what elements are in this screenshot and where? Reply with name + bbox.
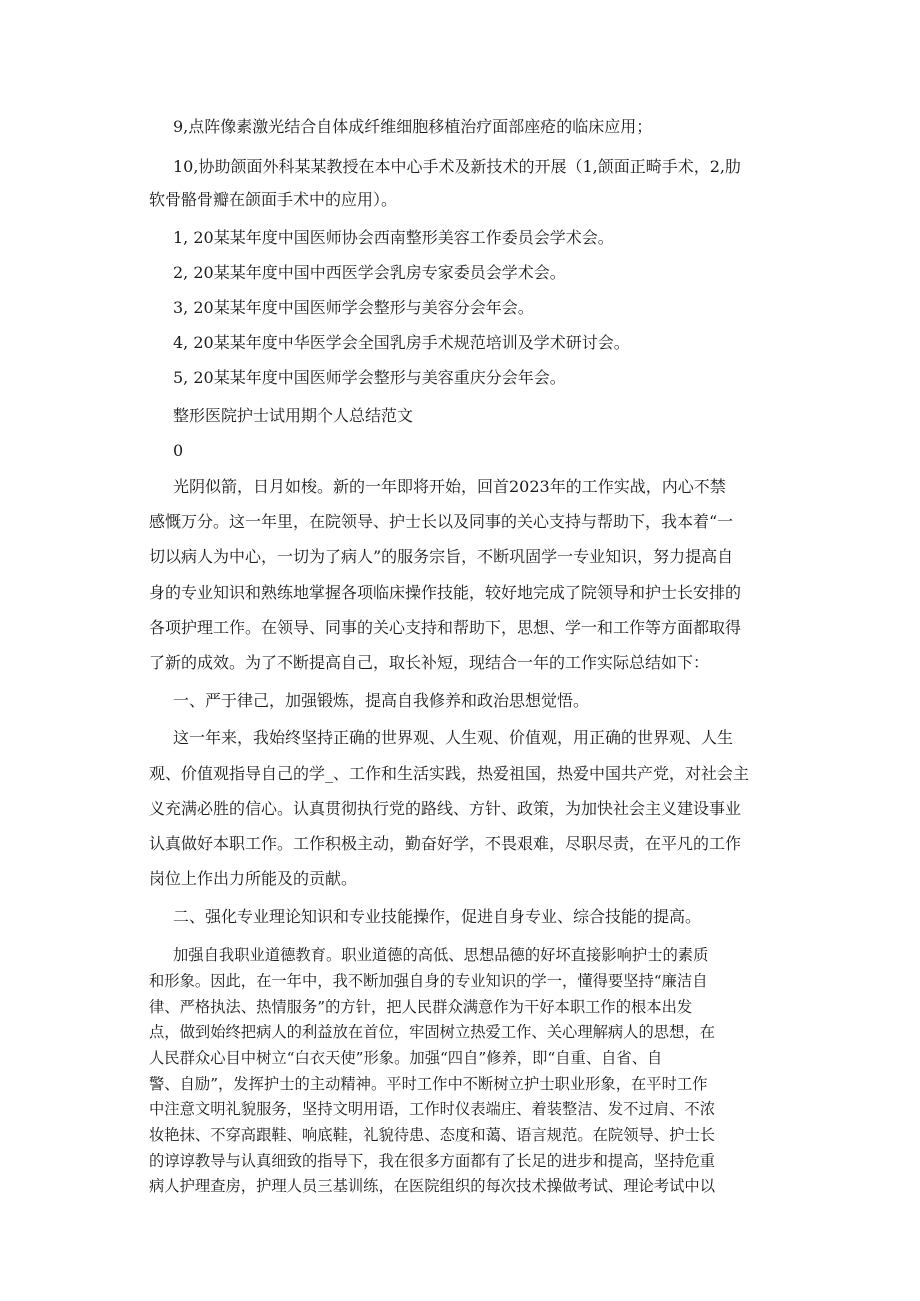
para-2-line-3: 律、严格执法、热情服务”的方针，把人民群众满意作为干好本职工作的根本出发: [149, 998, 693, 1016]
intro-line-6: 了新的成效。为了不断提高自己，取长补短，现结合一年的工作实际总结如下：: [149, 653, 710, 672]
para-2-line-4: 点，做到始终把病人的利益放在首位，牢固树立热爱工作、关心理解病人的思想，在: [149, 1023, 715, 1041]
para-1-line-2: 观、价值观指导自己的学_、工作和生活实践，热爱祖国，热爱中国共产党，对社会主: [149, 764, 750, 783]
list-item-10-line-1: 10,协助颌面外科某某教授在本中心手术及新技术的开展（1,颌面正畸手术，2,肋: [173, 157, 741, 176]
section-title: 整形医院护士试用期个人总结范文: [173, 406, 414, 425]
para-1-line-4: 认真做好本职工作。工作积极主动，勤奋好学，不畏艰难，尽职尽责，在平凡的工作: [149, 834, 742, 853]
para-1-line-3: 义充满必胜的信心。认真贯彻执行党的路线、方针、政策，为加快社会主义建设事业: [149, 799, 742, 818]
conference-item-1: 1, 20某某年度中国医师协会西南整形美容工作委员会学术会。: [173, 228, 614, 247]
intro-line-3: 切以病人为中心，一切为了病人”的服务宗旨，不断巩固学一专业知识，努力提高自: [149, 547, 734, 566]
intro-line-2: 感慨万分。这一年里，在院领导、护士长以及同事的关心支持与帮助下，我本着“一: [149, 512, 734, 531]
para-2-line-6: 警、自励”，发挥护士的主动精神。平时工作中不断树立护士职业形象，在平时工作: [149, 1075, 708, 1093]
para-1-line-5: 岗位上作出力所能及的贡献。: [149, 869, 358, 888]
para-1-line-1: 这一年来，我始终坚持正确的世界观、人生观、价值观，用正确的世界观、人生: [173, 728, 734, 747]
list-item-9: 9,点阵像素激光结合自体成纤维细胞移植治疗面部座疮的临床应用；: [173, 117, 653, 136]
para-2-line-2: 和形象。因此，在一年中，我不断加强自身的专业知识的学一，懂得要坚持“廉洁自: [149, 972, 708, 990]
para-2-line-5: 人民群众心目中树立“白衣天使”形象。加强“四自”修养，即“自重、自省、自: [149, 1049, 663, 1067]
list-item-10-line-2: 软骨骼骨瓣在颌面手术中的应用）。: [149, 190, 398, 209]
intro-line-5: 各项护理工作。在领导、同事的关心支持和帮助下，思想、学一和工作等方面都取得: [149, 618, 742, 637]
heading-1: 一、严于律己，加强锻炼，提高自我修养和政治思想觉悟。: [173, 691, 590, 710]
para-2-line-1: 加强自我职业道德教育。职业道德的高低、思想品德的好坏直接影响护士的素质: [173, 946, 709, 964]
para-2-line-9: 的谆谆教导与认真细致的指导下，我在很多方面都有了长足的进步和提高，坚持危重: [149, 1152, 715, 1170]
section-number: 0: [173, 441, 184, 460]
para-2-line-8: 妆艳抹、不穿高跟鞋、响底鞋，礼貌待患、态度和蔼、语言规范。在院领导、护士长: [149, 1126, 715, 1144]
para-2-line-10: 病人护理查房，护理人员三基训练，在医院组织的每次技术操做考试、理论考试中以: [149, 1177, 715, 1195]
conference-item-5: 5, 20某某年度中国医师学会整形与美容重庆分会年会。: [173, 368, 566, 387]
intro-line-1: 光阴似箭，日月如梭。新的一年即将开始，回首2023年的工作实战，内心不禁: [173, 477, 726, 496]
conference-item-4: 4, 20某某年度中华医学会全国乳房手术规范培训及学术研讨会。: [173, 333, 630, 352]
para-2-line-7: 中注意文明礼貌服务，坚持文明用语，工作时仪表端庄、着装整洁、发不过肩、不浓: [149, 1100, 715, 1118]
intro-line-4: 身的专业知识和熟练地掌握各项临床操作技能，较好地完成了院领导和护士长安排的: [149, 583, 742, 602]
heading-2: 二、强化专业理论知识和专业技能操作，促进自身专业、综合技能的提高。: [173, 907, 702, 926]
conference-item-3: 3, 20某某年度中国医师学会整形与美容分会年会。: [173, 298, 534, 317]
conference-item-2: 2, 20某某年度中国中西医学会乳房专家委员会学术会。: [173, 263, 566, 282]
